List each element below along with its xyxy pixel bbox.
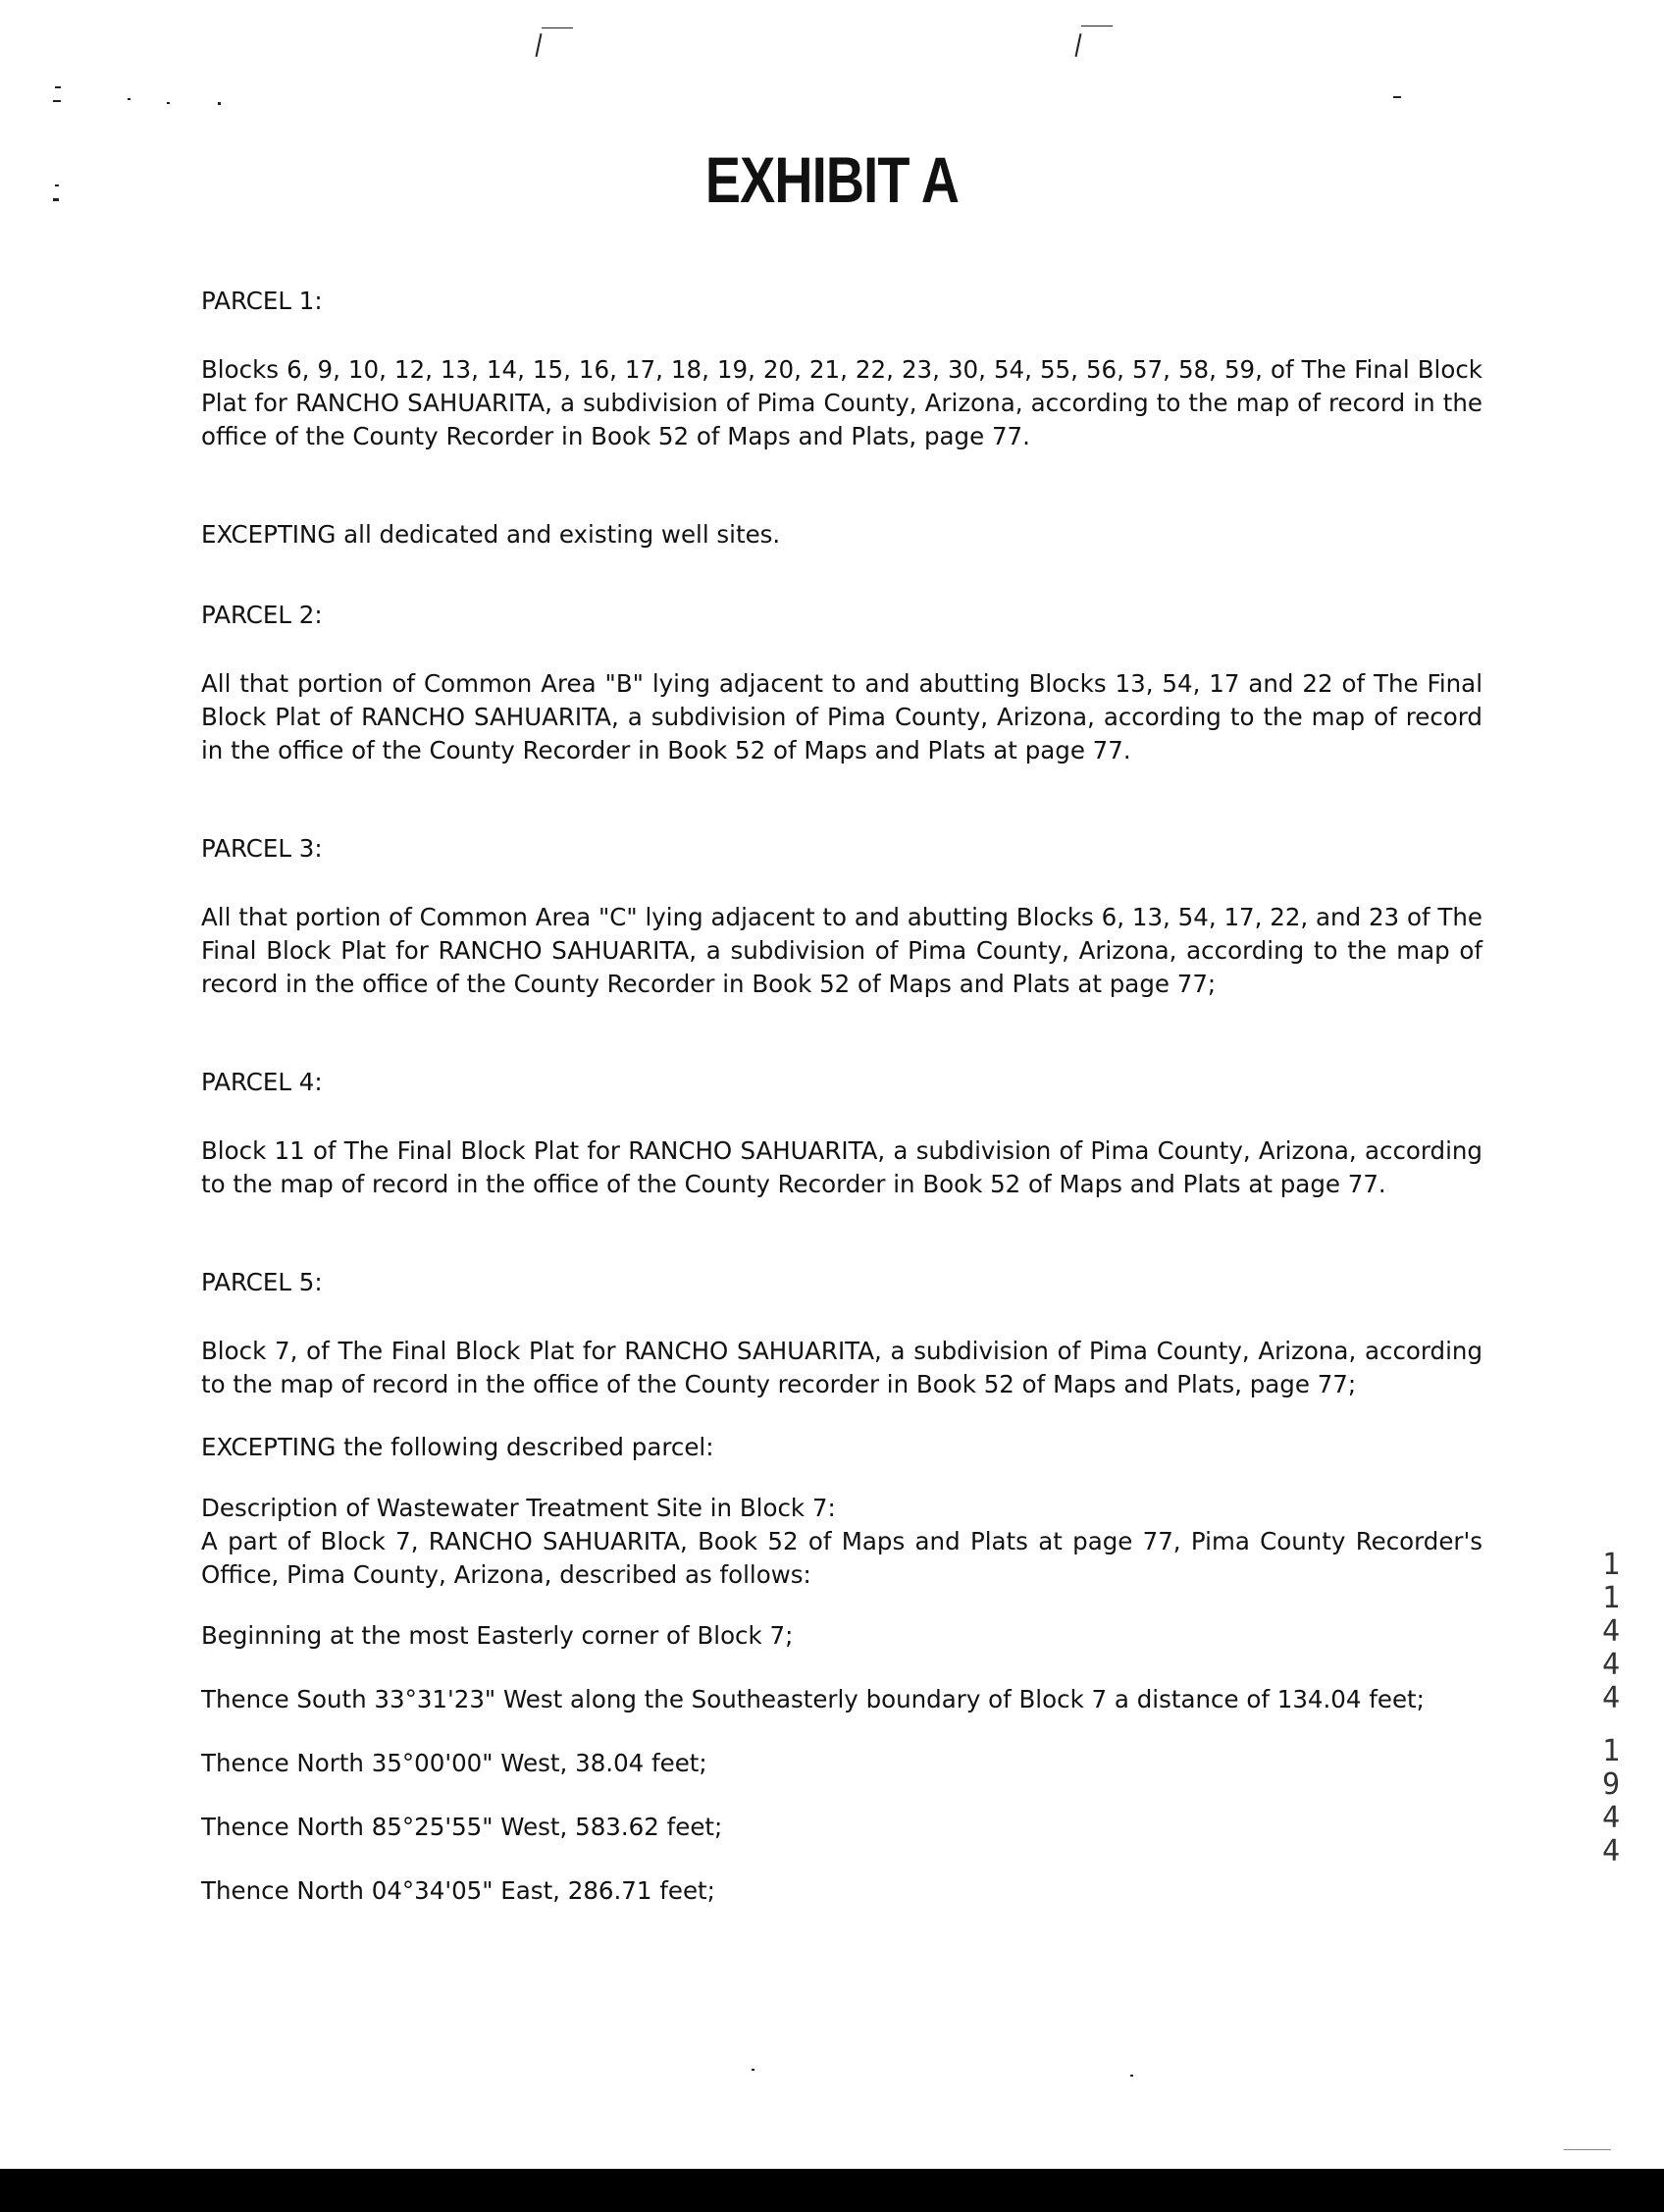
margin-digit: 4 <box>1601 1648 1621 1682</box>
scan-mark <box>752 2069 754 2071</box>
scan-mark <box>167 102 170 104</box>
parcel-4-description: Block 11 of The Final Block Plat for RANCHO SAHUARITA, a subdivision of Pima County, Arizona, according to the map of record in the office of the County Recorder in Book 52 of Maps and Plats at page 77. <box>201 1136 1482 1198</box>
scan-mark <box>1393 96 1401 98</box>
scan-mark <box>55 86 61 88</box>
scan-mark <box>53 100 61 102</box>
scan-mark <box>542 27 573 28</box>
margin-digit: 4 <box>1601 1614 1621 1649</box>
course-line: Thence North 85°25'55" West, 583.62 feet; <box>201 1813 723 1841</box>
scan-mark <box>536 33 543 57</box>
margin-digit: 1 <box>1601 1548 1621 1582</box>
parcel-1-description: Blocks 6, 9, 10, 12, 13, 14, 15, 16, 17, 18, 19, 20, 21, 22, 23, 30, 54, 55, 56, 57, 58, 59, of The Final Block Plat for RANCHO SAHUARITA, a subdivision of Pima County, Arizona, according to the map of record in the office of the County Recorder in Book 52 of Maps and Plats, page 77. <box>201 355 1482 450</box>
course-line: Thence South 33°31'23" West along the Southeasterly boundary of Block 7 a distance of 134.04 feet; <box>201 1685 1425 1713</box>
course-line: Thence North 35°00'00" West, 38.04 feet; <box>201 1749 707 1777</box>
parcel-4-heading: PARCEL 4: <box>201 1068 323 1096</box>
margin-digit: 9 <box>1601 1767 1621 1802</box>
scan-mark <box>1075 33 1082 57</box>
parcel-2-heading: PARCEL 2: <box>201 601 323 629</box>
parcel-5-exception: EXCEPTING the following described parcel: <box>201 1433 714 1461</box>
document-body <box>201 285 1482 1938</box>
margin-record-number <box>1599 1549 1623 1869</box>
margin-digit: 4 <box>1601 1834 1621 1869</box>
scan-mark <box>53 198 59 201</box>
parcel-1-heading: PARCEL 1: <box>201 287 323 315</box>
margin-digit: 4 <box>1601 1801 1621 1835</box>
scan-mark <box>1130 2075 1133 2077</box>
parcel-5-heading: PARCEL 5: <box>201 1268 323 1296</box>
scan-border <box>0 2169 1664 2212</box>
parcel-3-heading: PARCEL 3: <box>201 834 323 863</box>
margin-digit: 1 <box>1601 1734 1621 1768</box>
course-line: Thence North 04°34'05" East, 286.71 feet; <box>201 1876 715 1905</box>
description-title: Description of Wastewater Treatment Site in Block 7: <box>201 1494 836 1522</box>
scan-mark <box>1564 2149 1611 2150</box>
course-line: Beginning at the most Easterly corner of Block 7; <box>201 1621 794 1650</box>
scan-mark <box>55 184 59 186</box>
parcel-1-exception: EXCEPTING all dedicated and existing well sites. <box>201 520 781 549</box>
parcel-2-description: All that portion of Common Area "B" lying adjacent to and abutting Blocks 13, 54, 17 and 22 of The Final Block Plat of RANCHO SAHUARITA, a subdivision of Pima County, Arizona, according to the map of record in the office of the County Recorder in Book 52 of Maps and Plats at page 77. <box>201 669 1482 764</box>
page-title: EXHIBIT A <box>704 143 960 216</box>
parcel-5-description: Block 7, of The Final Block Plat for RANCHO SAHUARITA, a subdivision of Pima County, Arizona, according to the map of record in the office of the County recorder in Book 52 of Maps and Plats, page 77; <box>201 1337 1482 1398</box>
margin-digit: 1 <box>1601 1581 1621 1615</box>
margin-digit: 4 <box>1601 1681 1621 1715</box>
parcel-3-description: All that portion of Common Area "C" lying adjacent to and abutting Blocks 6, 13, 54, 17, 22, and 23 of The Final Block Plat for RANCHO SAHUARITA, a subdivision of Pima County, Arizona, according to the map of record in the office of the County Recorder in Book 52 of Maps and Plats at page 77; <box>201 903 1482 998</box>
description-text: A part of Block 7, RANCHO SAHUARITA, Book 52 of Maps and Plats at page 77, Pima County Recorder's Office, Pima County, Arizona, described as follows: <box>201 1527 1482 1589</box>
scan-mark <box>218 102 221 105</box>
scan-mark <box>128 98 130 100</box>
